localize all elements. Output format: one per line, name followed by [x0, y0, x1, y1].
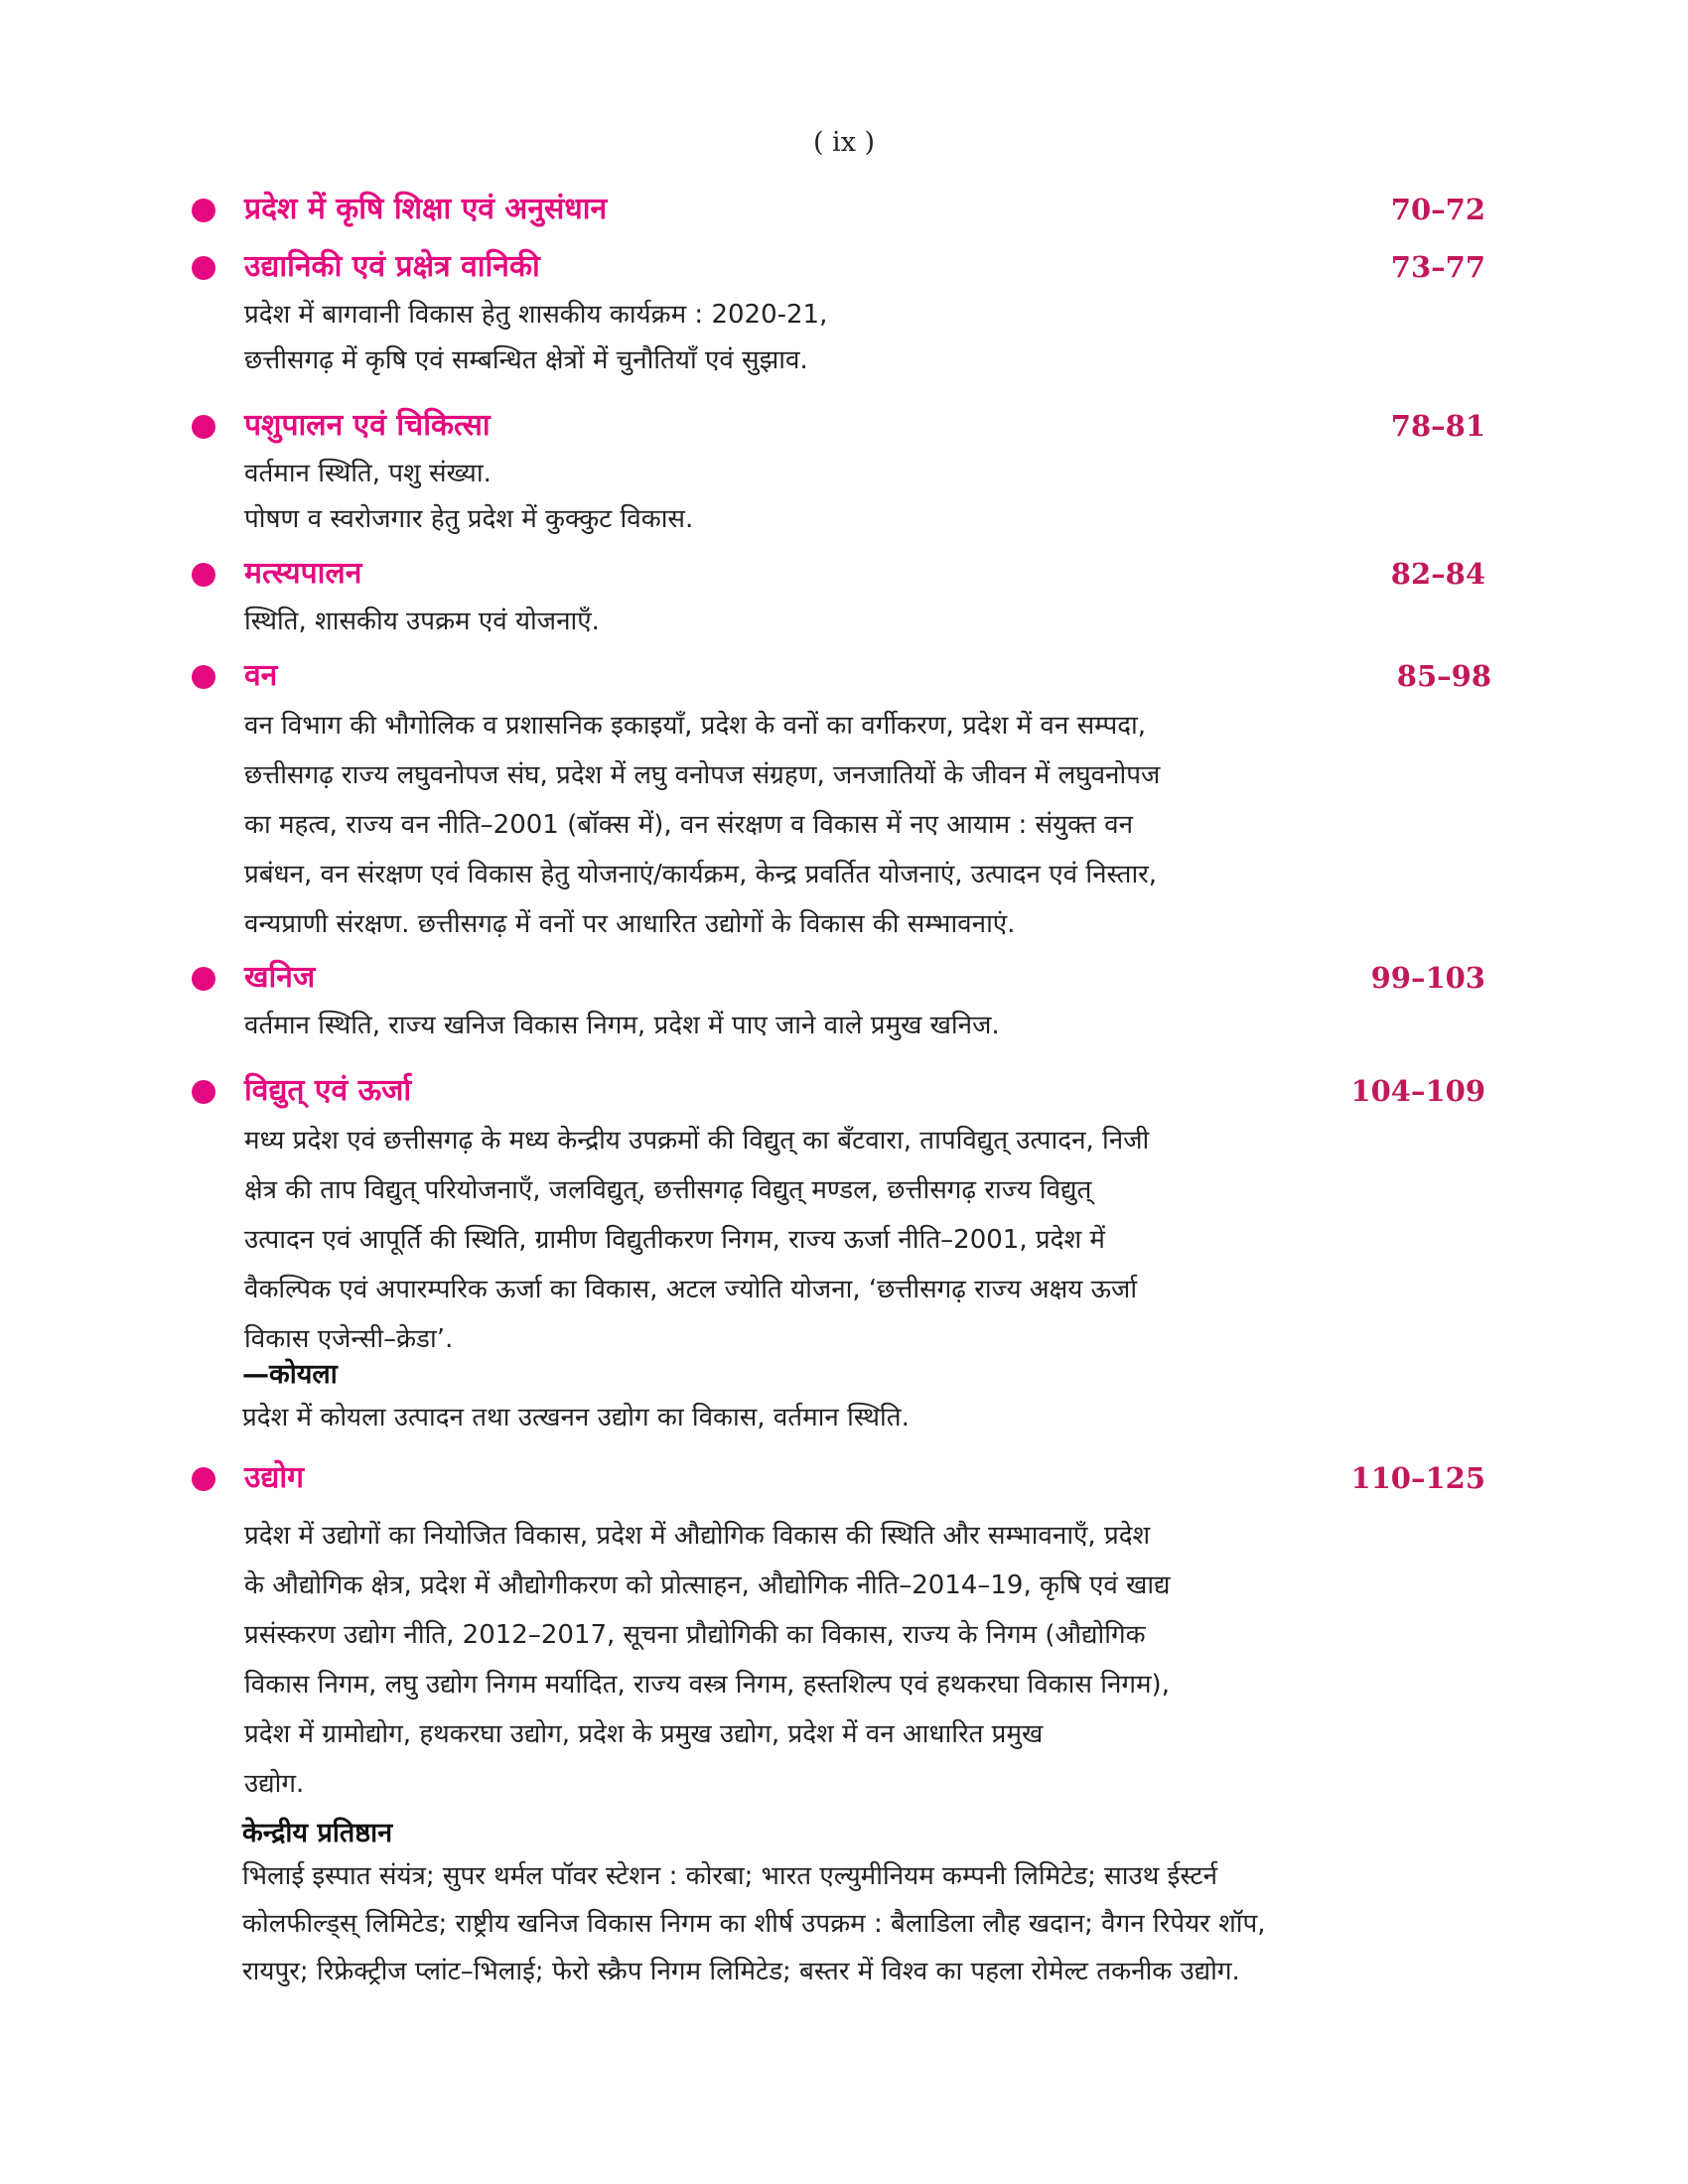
central-description — [242, 1852, 1481, 1995]
entry-pages: 110–125 — [1350, 1461, 1485, 1495]
entry-description — [244, 1003, 1358, 1048]
description-line: छत्तीसगढ़ राज्य लघुवनोपज संघ, प्रदेश में लघु वनोपज संग्रहण, जनजातियों के जीवन में लघुवनोपज — [244, 760, 1161, 790]
bullet-icon — [192, 563, 215, 587]
entry-pages: 85–98 — [1396, 659, 1491, 693]
entry-title[interactable]: खनिज — [244, 960, 316, 995]
entry-description — [244, 1511, 1358, 1809]
bullet-icon — [192, 199, 215, 222]
entry-description — [244, 1116, 1358, 1364]
bullet-icon — [192, 1467, 215, 1491]
entry-description — [244, 701, 1358, 949]
coal-heading: —कोयला — [242, 1359, 338, 1390]
bullet-icon — [192, 415, 215, 439]
description-line: कोलफील्ड्स् लिमिटेड; राष्ट्रीय खनिज विकास निगम का शीर्ष उपक्रम : बैलाडिला लौह खदान; वैगन रिपेयर शॉप, — [242, 1909, 1266, 1939]
entry-title[interactable]: उद्योग — [244, 1460, 304, 1495]
description-line: वर्तमान स्थिति, राज्य खनिज विकास निगम, प्रदेश में पाए जाने वाले प्रमुख खनिज. — [244, 1011, 1000, 1040]
entry-pages: 70–72 — [1390, 193, 1485, 226]
entry-title[interactable]: उद्यानिकी एवं प्रक्षेत्र वानिकी — [244, 249, 540, 284]
entry-pages: 78–81 — [1390, 409, 1485, 443]
entry-title[interactable]: मत्स्यपालन — [244, 556, 362, 591]
description-line: प्रदेश में ग्रामोद्योग, हथकरघा उद्योग, प्रदेश के प्रमुख उद्योग, प्रदेश में वन आधारित प्रमुख — [244, 1719, 1044, 1749]
description-line: प्रदेश में बागवानी विकास हेतु शासकीय कार्यक्रम : 2020-21, — [244, 300, 828, 330]
toc-entry-industry — [195, 1457, 1505, 1809]
entry-pages: 73–77 — [1390, 250, 1485, 284]
toc-entry-power-energy — [195, 1070, 1505, 1364]
description-line: विकास एजेन्सी–क्रेडा’. — [244, 1324, 454, 1354]
description-line: विकास निगम, लघु उद्योग निगम मर्यादित, राज्य वस्त्र निगम, हस्तशिल्प एवं हथकरघा विकास निगम), — [244, 1670, 1170, 1700]
description-line: प्रबंधन, वन संरक्षण एवं विकास हेतु योजनाएं/कार्यक्रम, केन्द्र प्रवर्तित योजनाएं, उत्पादन एवं निस्तार, — [244, 860, 1158, 889]
page-number: ( ix ) — [812, 127, 876, 158]
entry-description — [244, 451, 1358, 542]
description-line: भिलाई इस्पात संयंत्र; सुपर थर्मल पॉवर स्टेशन : कोरबा; भारत एल्युमीनियम कम्पनी लिमिटेड; साउथ ईस्टर्न — [242, 1861, 1218, 1891]
description-line: वर्तमान स्थिति, पशु संख्या. — [244, 459, 492, 488]
entry-title[interactable]: वन — [244, 658, 278, 693]
description-line: उद्योग. — [244, 1769, 305, 1799]
entry-pages: 104–109 — [1350, 1074, 1485, 1108]
entry-description — [244, 292, 1358, 383]
toc-entry-forest — [195, 655, 1505, 949]
description-line: वन विभाग की भौगोलिक व प्रशासनिक इकाइयाँ, प्रदेश के वनों का वर्गीकरण, प्रदेश में वन सम्पदा, — [244, 711, 1147, 741]
entry-description — [244, 599, 1358, 644]
description-line: स्थिति, शासकीय उपक्रम एवं योजनाएँ. — [244, 607, 600, 636]
bullet-icon — [192, 967, 215, 991]
entry-title[interactable]: विद्युत् एवं ऊर्जा — [244, 1073, 412, 1108]
description-line: प्रसंस्करण उद्योग नीति, 2012–2017, सूचना प्रौद्योगिकी का विकास, राज्य के निगम (औद्योगिक — [244, 1620, 1146, 1650]
toc-entry-horticulture — [195, 246, 1505, 383]
description-line: छत्तीसगढ़ में कृषि एवं सम्बन्धित क्षेत्रों में चुनौतियाँ एवं सुझाव. — [244, 345, 808, 375]
toc-entry-animal-husbandry — [195, 405, 1505, 542]
bullet-icon — [192, 665, 215, 689]
description-line: के औद्योगिक क्षेत्र, प्रदेश में औद्योगीकरण को प्रोत्साहन, औद्योगिक नीति–2014–19, कृषि एवं खाद्य — [244, 1570, 1171, 1600]
description-line: प्रदेश में उद्योगों का नियोजित विकास, प्रदेश में औद्योगिक विकास की स्थिति और सम्भावनाएँ, प्रदेश — [244, 1521, 1151, 1551]
description-line: पोषण व स्वरोजगार हेतु प्रदेश में कुक्कुट विकास. — [244, 504, 694, 534]
description-line: मध्य प्रदेश एवं छत्तीसगढ़ के मध्य केन्द्रीय उपक्रमों की विद्युत् का बँटवारा, तापविद्युत् उत्पादन, निजी — [244, 1126, 1150, 1156]
description-line: का महत्व, राज्य वन नीति–2001 (बॉक्स में), वन संरक्षण व विकास में नए आयाम : संयुक्त वन — [244, 810, 1134, 840]
entry-title[interactable]: पशुपालन एवं चिकित्सा — [244, 408, 491, 443]
bullet-icon — [192, 1080, 215, 1104]
description-line: क्षेत्र की ताप विद्युत् परियोजनाएँ, जलविद्युत्, छत्तीसगढ़ विद्युत् मण्डल, छत्तीसगढ़ राज्य विद्युत् — [244, 1175, 1092, 1205]
description-line: उत्पादन एवं आपूर्ति की स्थिति, ग्रामीण विद्युतीकरण निगम, राज्य ऊर्जा नीति–2001, प्रदेश में — [244, 1225, 1105, 1255]
toc-entry-agri-education — [195, 189, 1505, 234]
entry-pages: 82–84 — [1390, 557, 1485, 591]
description-line: वन्यप्राणी संरक्षण. छत्तीसगढ़ में वनों पर आधारित उद्योगों के विकास की सम्भावनाएं. — [244, 909, 1016, 939]
description-line: रायपुर; रिफ्रेक्ट्रीज प्लांट–भिलाई; फेरो स्क्रैप निगम लिमिटेड; बस्तर में विश्व का पहला रोमेल्ट तकनीक उद्योग. — [242, 1957, 1240, 1986]
description-line: वैकल्पिक एवं अपारम्परिक ऊर्जा का विकास, अटल ज्योति योजना, ‘छत्तीसगढ़ राज्य अक्षय ऊर्जा — [244, 1275, 1138, 1304]
toc-entry-minerals — [195, 957, 1505, 1048]
entry-pages: 99–103 — [1370, 961, 1485, 995]
coal-description: प्रदेश में कोयला उत्पादन तथा उत्खनन उद्योग का विकास, वर्तमान स्थिति. — [242, 1403, 910, 1433]
toc-entry-fisheries — [195, 553, 1505, 644]
entry-title[interactable]: प्रदेश में कृषि शिक्षा एवं अनुसंधान — [244, 192, 608, 226]
central-heading: केन्द्रीय प्रतिष्ठान — [242, 1818, 393, 1848]
bullet-icon — [192, 256, 215, 280]
